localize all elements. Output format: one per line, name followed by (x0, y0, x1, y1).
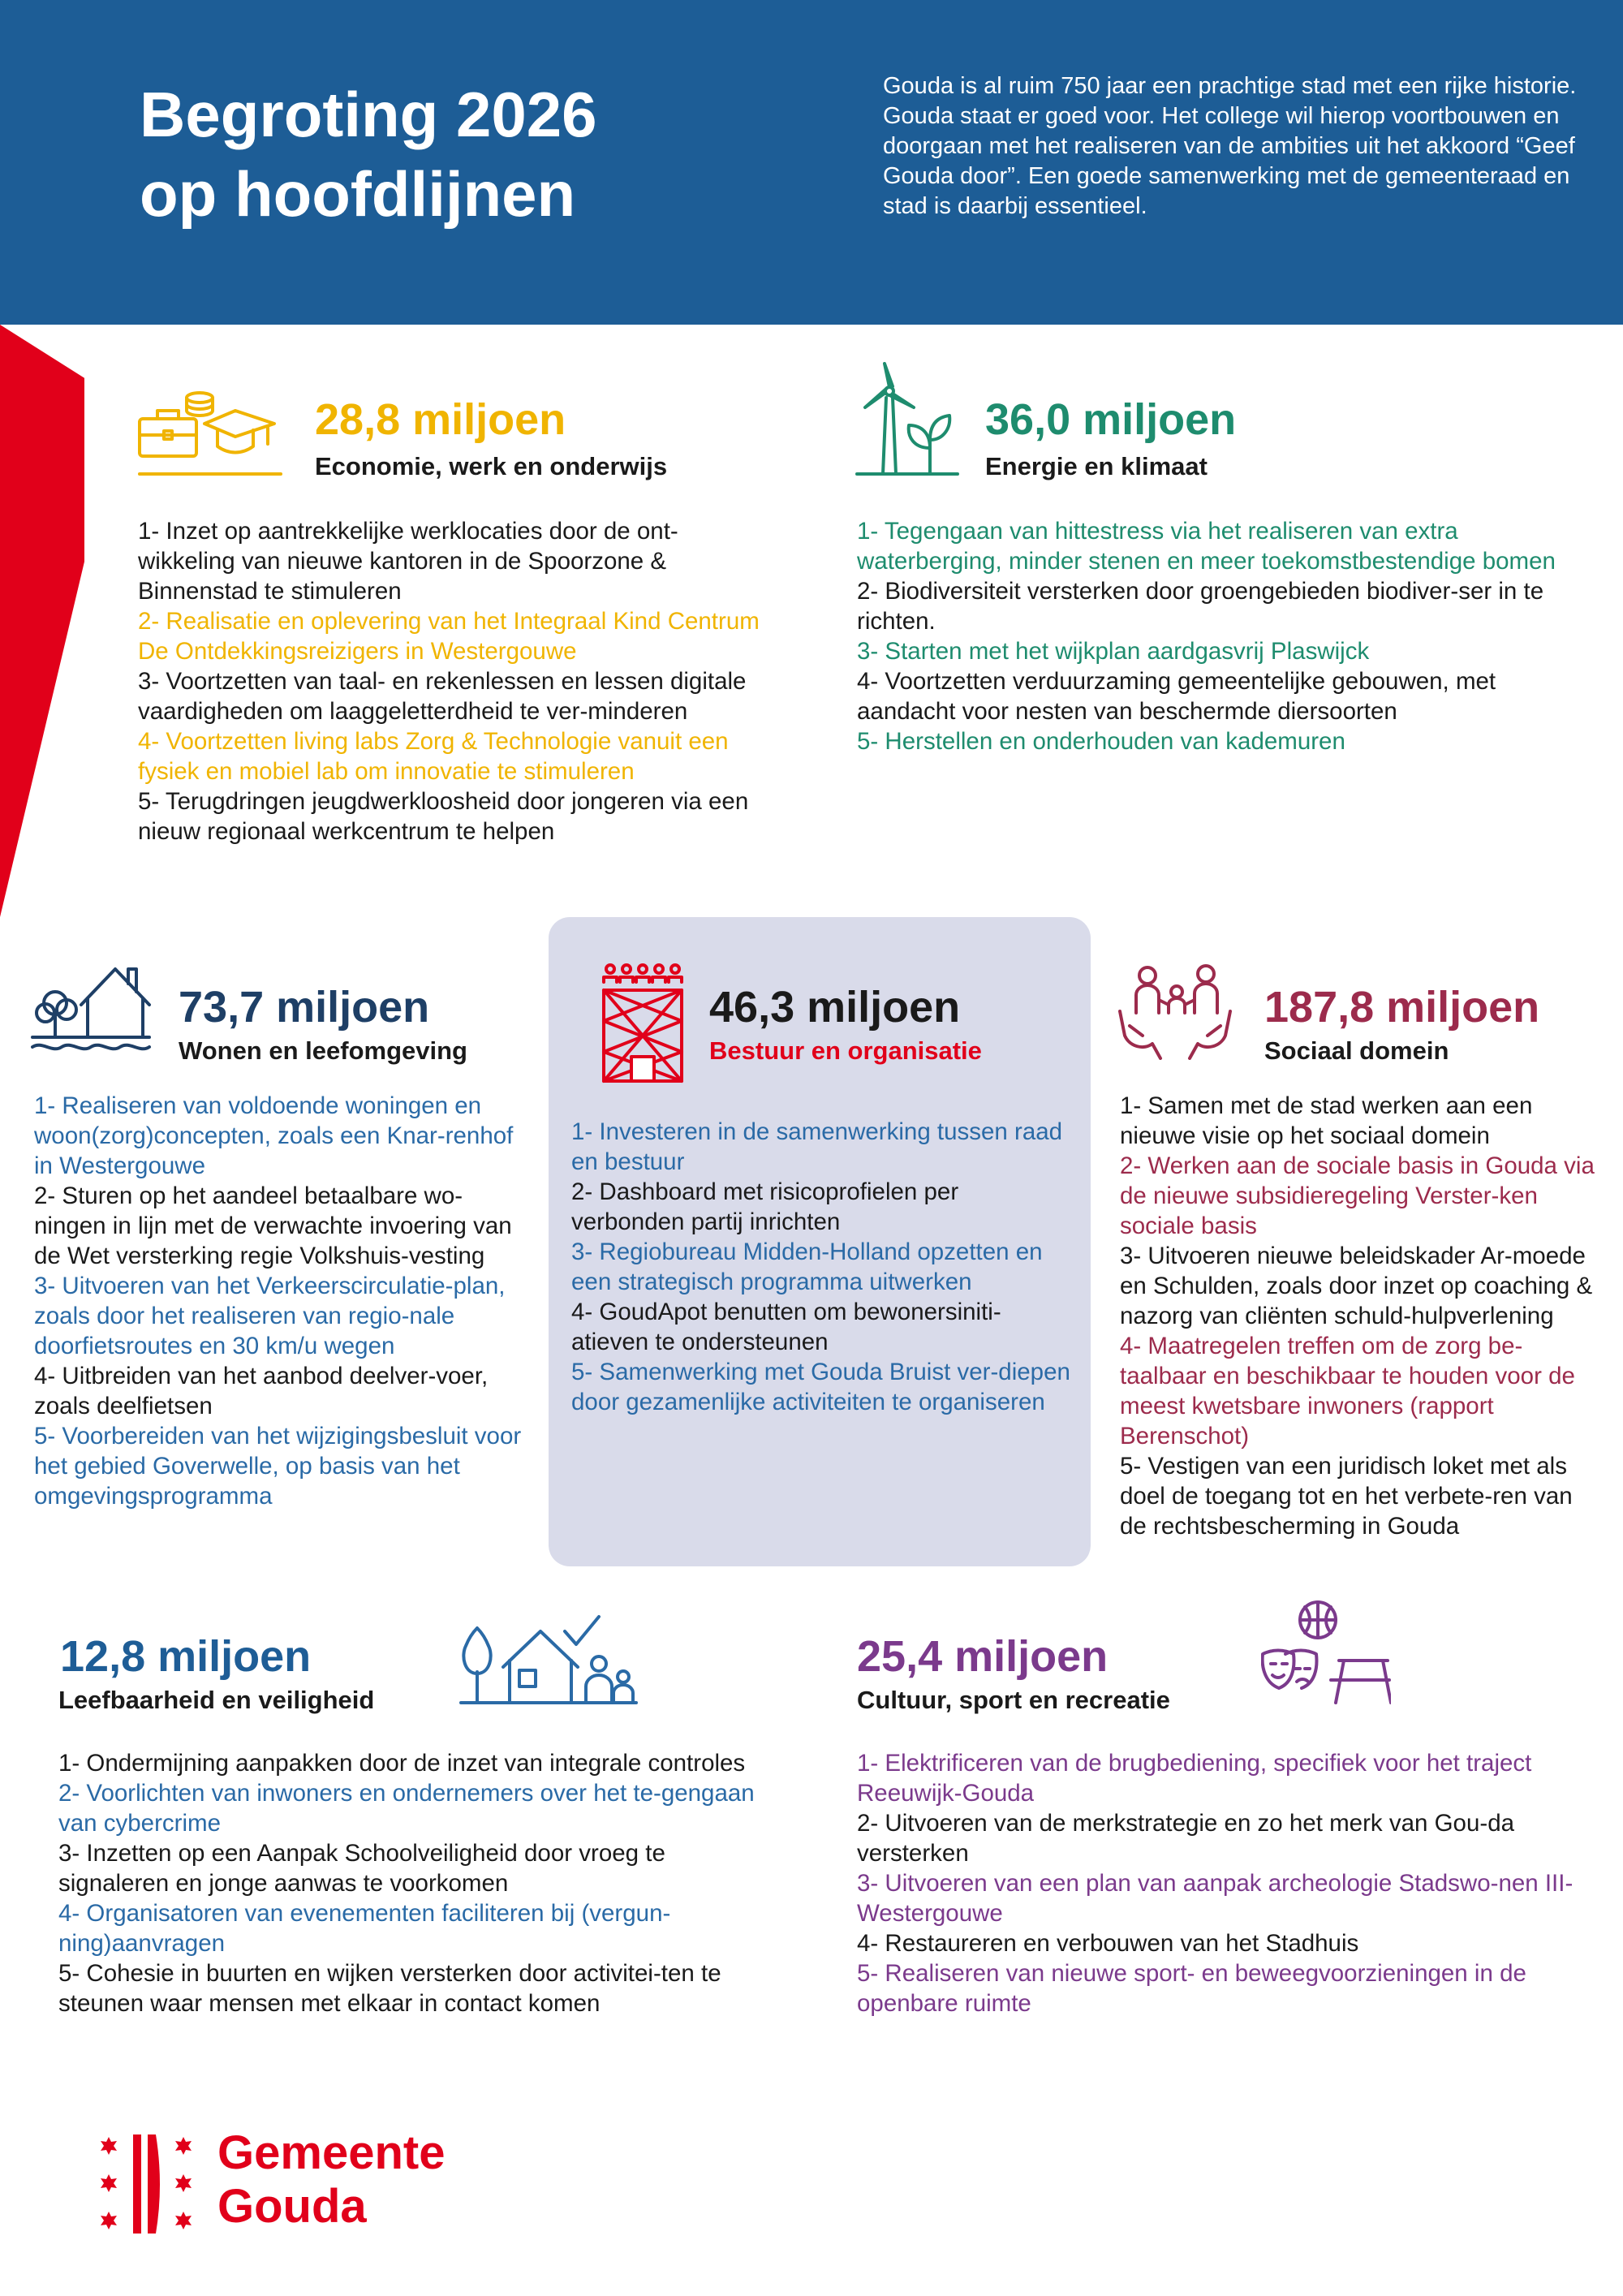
list-sociaal (1120, 1091, 1599, 1541)
list-item: 5- Samenwerking met Gouda Bruist ver-diepen door gezamenlijke activiteiten te organiseren (571, 1359, 1070, 1415)
gemeente-gouda-logo (97, 2126, 536, 2240)
amount-leefbaarheid: 12,8 miljoen (60, 1632, 312, 1681)
city-hall-council-icon (601, 963, 685, 1084)
title-economie: Economie, werk en onderwijs (315, 452, 668, 480)
theater-masks-basketball-picnic-icon (1261, 1600, 1391, 1706)
list-item: 4- Restaureren en verbouwen van het Stadhuis (857, 1930, 1359, 1957)
list-item: 1- Ondermijning aanpakken door de inzet van integrale controles (58, 1750, 746, 1777)
amount-bestuur: 46,3 miljoen (709, 983, 961, 1032)
list-item: 4- Organisatoren van evenementen faciliteren bij (vergun-ning)aanvragen (58, 1900, 671, 1957)
list-item: 5- Voorbereiden van het wijzigingsbesluit voor het gebied Goverwelle, op basis van het omgevingsprogramma (34, 1423, 522, 1510)
title-bestuur: Bestuur en organisatie (709, 1036, 982, 1065)
list-item: 3- Inzetten op een Aanpak Schoolveiligheid door vroeg te signaleren en jonge aanwas te voorkomen (58, 1840, 665, 1897)
list-item: 2- Biodiversiteit versterken door groengebieden biodiver-ser in te richten. (857, 578, 1544, 635)
list-item: 3- Starten met het wijkplan aardgasvrij Plaswijck (857, 638, 1370, 665)
list-item: 5- Cohesie in buurten en wijken versterken door activitei-ten te steunen waar mensen met elkaar in contact komen (58, 1960, 721, 2017)
list-leefbaarheid (58, 1748, 756, 2018)
red-accent-band (0, 325, 84, 917)
list-item: 4- Uitbreiden van het aanbod deelver-voer, zoals deelfietsen (34, 1363, 489, 1419)
title-line-2: op hoofdlijnen (140, 158, 576, 230)
title-wonen: Wonen en leefomgeving (179, 1036, 467, 1065)
house-check-people-icon (459, 1613, 638, 1706)
logo-text-line-2: Gouda (217, 2180, 367, 2233)
list-item: 4- Maatregelen treffen om de zorg be-taalbaar en beschikbaar te houden voor de meest kwetsbare inwoners (rapport Berenschot) (1120, 1333, 1575, 1450)
list-item: 2- Werken aan de sociale basis in Gouda via de nieuwe subsidieregeling Verster-ken sociale basis (1120, 1152, 1595, 1239)
amount-wonen: 73,7 miljoen (179, 983, 430, 1032)
amount-energie: 36,0 miljoen (985, 395, 1237, 444)
list-item: 5- Vestigen van een juridisch loket met als doel de toegang tot en het verbete-ren van de rechtsbescherming in Gouda (1120, 1453, 1573, 1540)
list-item: 3- Regiobureau Midden-Holland opzetten en een strategisch programma uitwerken (571, 1238, 1043, 1295)
list-wonen (34, 1091, 529, 1511)
list-item: 1- Tegengaan van hittestress via het realiseren van extra waterberging, minder stenen en meer toekomstbestendige bomen (857, 518, 1556, 575)
title-energie: Energie en klimaat (985, 452, 1208, 480)
list-item: 5- Terugdringen jeugdwerkloosheid door jongeren via een nieuw regionaal werkcentrum te helpen (138, 788, 749, 845)
title-leefbaarheid: Leefbaarheid en veiligheid (58, 1686, 375, 1714)
briefcase-graduation-coins-icon (138, 386, 284, 477)
list-cultuur (857, 1748, 1587, 2018)
header-banner (0, 0, 1623, 325)
list-item: 4- Voortzetten living labs Zorg & Technologie vanuit een fysiek en mobiel lab om innovatie te stimuleren (138, 728, 729, 785)
amount-cultuur: 25,4 miljoen (857, 1632, 1109, 1681)
people-care-hands-icon (1118, 963, 1232, 1060)
logo-text (217, 2126, 445, 2234)
list-bestuur (571, 1117, 1074, 1417)
list-item: 1- Samen met de stad werken aan een nieuwe visie op het sociaal domein (1120, 1092, 1533, 1149)
list-item: 2- Sturen op het aandeel betaalbare wo-ningen in lijn met de verwachte invoering van de Wet versterking regie Volkshuis-vesting (34, 1182, 512, 1269)
list-item: 5- Realiseren van nieuwe sport- en beweegvoorzieningen in de openbare ruimte (857, 1960, 1526, 2017)
list-item: 4- GoudApot benutten om bewonersiniti-atieven te ondersteunen (571, 1299, 1001, 1355)
list-item: 3- Voortzetten van taal- en rekenlessen en lessen digitale vaardigheden om laaggeletterdheid te ver-minderen (138, 668, 747, 725)
list-item: 5- Herstellen en onderhouden van kademuren (857, 728, 1345, 755)
list-item: 2- Uitvoeren van de merkstrategie en zo het merk van Gou-da versterken (857, 1810, 1515, 1867)
amount-sociaal: 187,8 miljoen (1264, 983, 1540, 1032)
title-line-1: Begroting 2026 (140, 79, 597, 150)
list-item: 1- Elektrificeren van de brugbediening, specifiek voor het traject Reeuwijk-Gouda (857, 1750, 1532, 1807)
list-item: 3- Uitvoeren van een plan van aanpak archeologie Stadswo-nen III-Westergouwe (857, 1870, 1573, 1927)
amount-economie: 28,8 miljoen (315, 395, 566, 444)
list-item: 1- Realiseren van voldoende woningen en woon(zorg)concepten, zoals een Knar-renhof in Westergouwe (34, 1092, 514, 1179)
list-item: 1- Inzet op aantrekkelijke werklocaties door de ont-wikkeling van nieuwe kantoren in de Spoorzone & Binnenstad te stimuleren (138, 518, 678, 605)
list-item: 4- Voortzetten verduurzaming gemeentelijke gebouwen, met aandacht voor nesten van beschermde diersoorten (857, 668, 1496, 725)
wind-turbine-plant-icon (855, 362, 961, 477)
list-item: 3- Uitvoeren nieuwe beleidskader Ar-moede en Schulden, zoals door inzet op coaching & nazorg van cliënten schuld-hulpverlening (1120, 1243, 1593, 1329)
list-item: 1- Investeren in de samenwerking tussen raad en bestuur (571, 1118, 1063, 1175)
title-sociaal: Sociaal domein (1264, 1036, 1449, 1065)
list-item: 3- Uitvoeren van het Verkeerscirculatie-plan, zoals door het realiseren van regio-nale doorfietsroutes en 30 km/u wegen (34, 1273, 506, 1359)
title-cultuur: Cultuur, sport en recreatie (857, 1686, 1170, 1714)
intro-text: Gouda is al ruim 750 jaar een prachtige stad met een rijke historie. Gouda staat er goed voor. Het college wil hierop voortbouwen en doorgaan met het realiseren van de ambities uit het akkoord “Geef Gouda door”. Een goede samenwerking met de gemeenteraad en stad is daarbij essentieel. (883, 73, 1577, 219)
page-title (140, 75, 596, 234)
logo-text-line-1: Gemeente (217, 2126, 446, 2179)
house-tree-water-icon (31, 963, 153, 1057)
list-item: 2- Dashboard met risicoprofielen per verbonden partij inrichten (571, 1178, 959, 1235)
list-energie (857, 516, 1563, 756)
list-item: 2- Realisatie en oplevering van het Integraal Kind Centrum De Ontdekkingsreizigers in Westergouwe (138, 608, 760, 665)
list-economie (138, 516, 763, 846)
gouda-coat-of-arms-icon (97, 2133, 195, 2235)
list-item: 2- Voorlichten van inwoners en ondernemers over het te-gengaan van cybercrime (58, 1780, 755, 1837)
